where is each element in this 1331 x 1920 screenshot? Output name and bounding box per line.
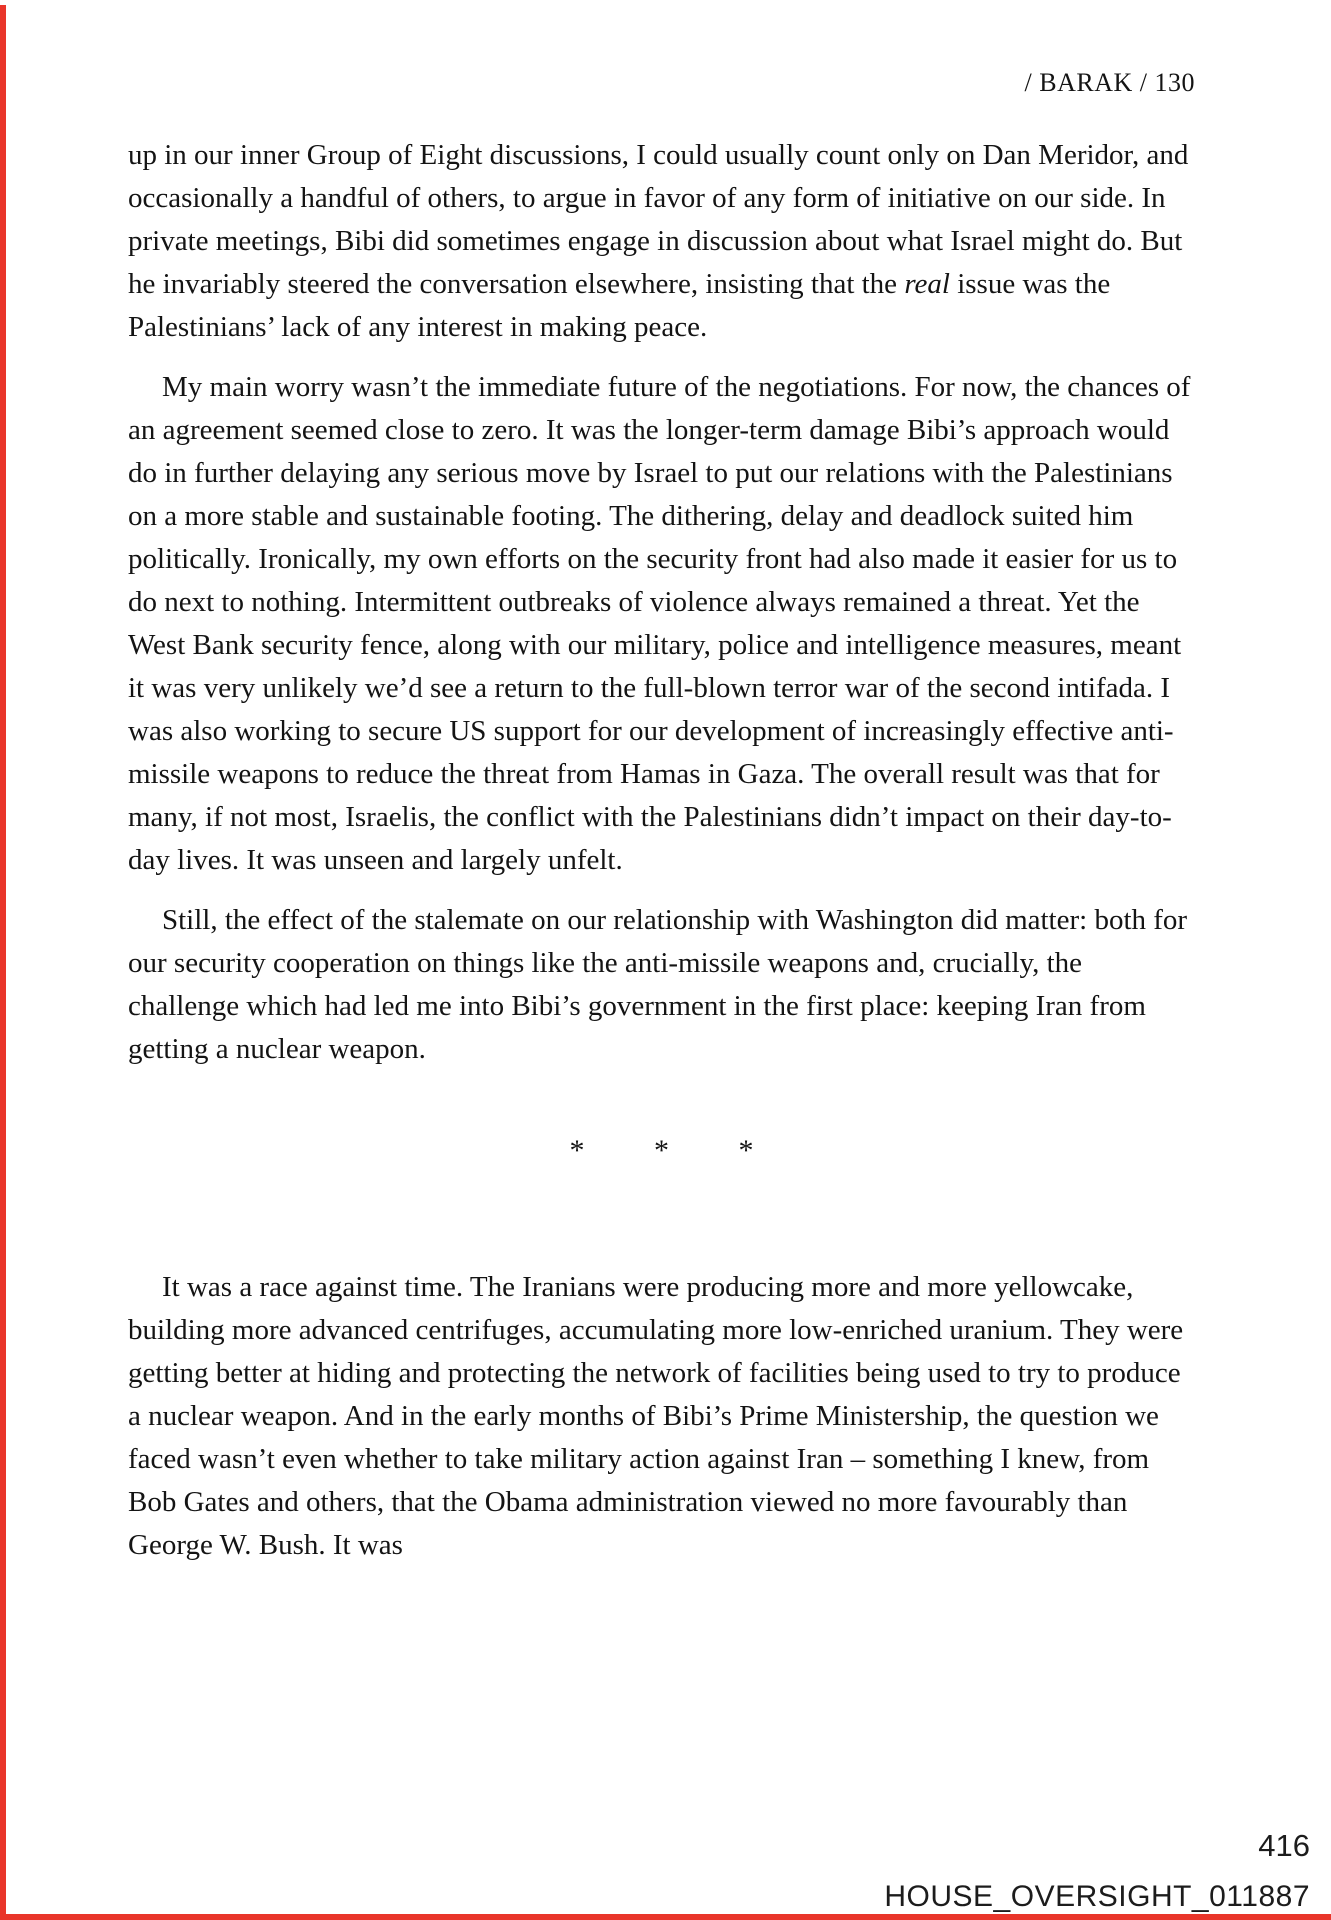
bates-number: HOUSE_OVERSIGHT_011887 — [884, 1880, 1310, 1913]
paragraph-4: It was a race against time. The Iranians were producing more and more yellowcake, building more advanced centrifuges, accumulating more low-enriched uranium. They were getting better at hiding and protecting the network of facilities being used to try to produce a nuclear weapon. And in the early months of Bibi’s Prime Ministership, the question we faced wasn’t even whether to take military action against Iran – something I knew, from Bob Gates and others, that the Obama administration viewed no more favourably than George W. Bush. It was — [128, 1271, 1184, 1561]
paragraph-1 — [128, 134, 1195, 349]
paragraph-2: My main worry wasn’t the immediate future of the negotiations. For now, the chances of an agreement seemed close to zero. It was the longer-term damage Bibi’s approach would do in further delaying any serious move by Israel to put our relations with the Palestinians on a more stable and sustainable footing. The dithering, delay and deadlock suited him politically. Ironically, my own efforts on the security front had also made it easier for us to do next to nothing. Intermittent outbreaks of violence always remained a threat. Yet the West Bank security fence, along with our military, police and intelligence measures, meant it was very unlikely we’d see a return to the full-blown terror war of the second intifada. I was also working to secure US support for our development of increasingly effective anti-missile weapons to reduce the threat from Hamas in Gaza. The overall result was that for many, if not most, Israelis, the conflict with the Palestinians didn’t impact on their day-to-day lives. It was unseen and largely unfelt. — [128, 371, 1191, 876]
running-head: / BARAK / 130 — [1024, 68, 1195, 97]
paragraph-1-pre: up in our inner Group of Eight discussions, I could usually count only on Dan Meridor, and occasionally a handful of others, to argue in favor of any form of initiative on our side. In private meetings, Bibi did sometimes engage in discussion about what Israel might do. But he invariably steered the conversation elsewhere, insisting that the — [128, 139, 1189, 300]
scan-edge-left — [0, 5, 6, 1920]
body-text — [128, 134, 1195, 1584]
scan-edge-bottom — [0, 1914, 1331, 1920]
page-number: 416 — [1258, 1828, 1310, 1863]
paragraph-3: Still, the effect of the stalemate on our relationship with Washington did matter: both for our security cooperation on things like the anti-missile weapons and, crucially, the challenge which had led me into Bibi’s government in the first place: keeping Iran from getting a nuclear weapon. — [128, 904, 1188, 1065]
paragraph-1-post: issue was the Palestinians’ lack of any interest in making peace. — [128, 268, 1111, 343]
paragraph-1-italic-word: real — [904, 268, 950, 300]
asterisk-section-break: * * * — [569, 1134, 754, 1167]
